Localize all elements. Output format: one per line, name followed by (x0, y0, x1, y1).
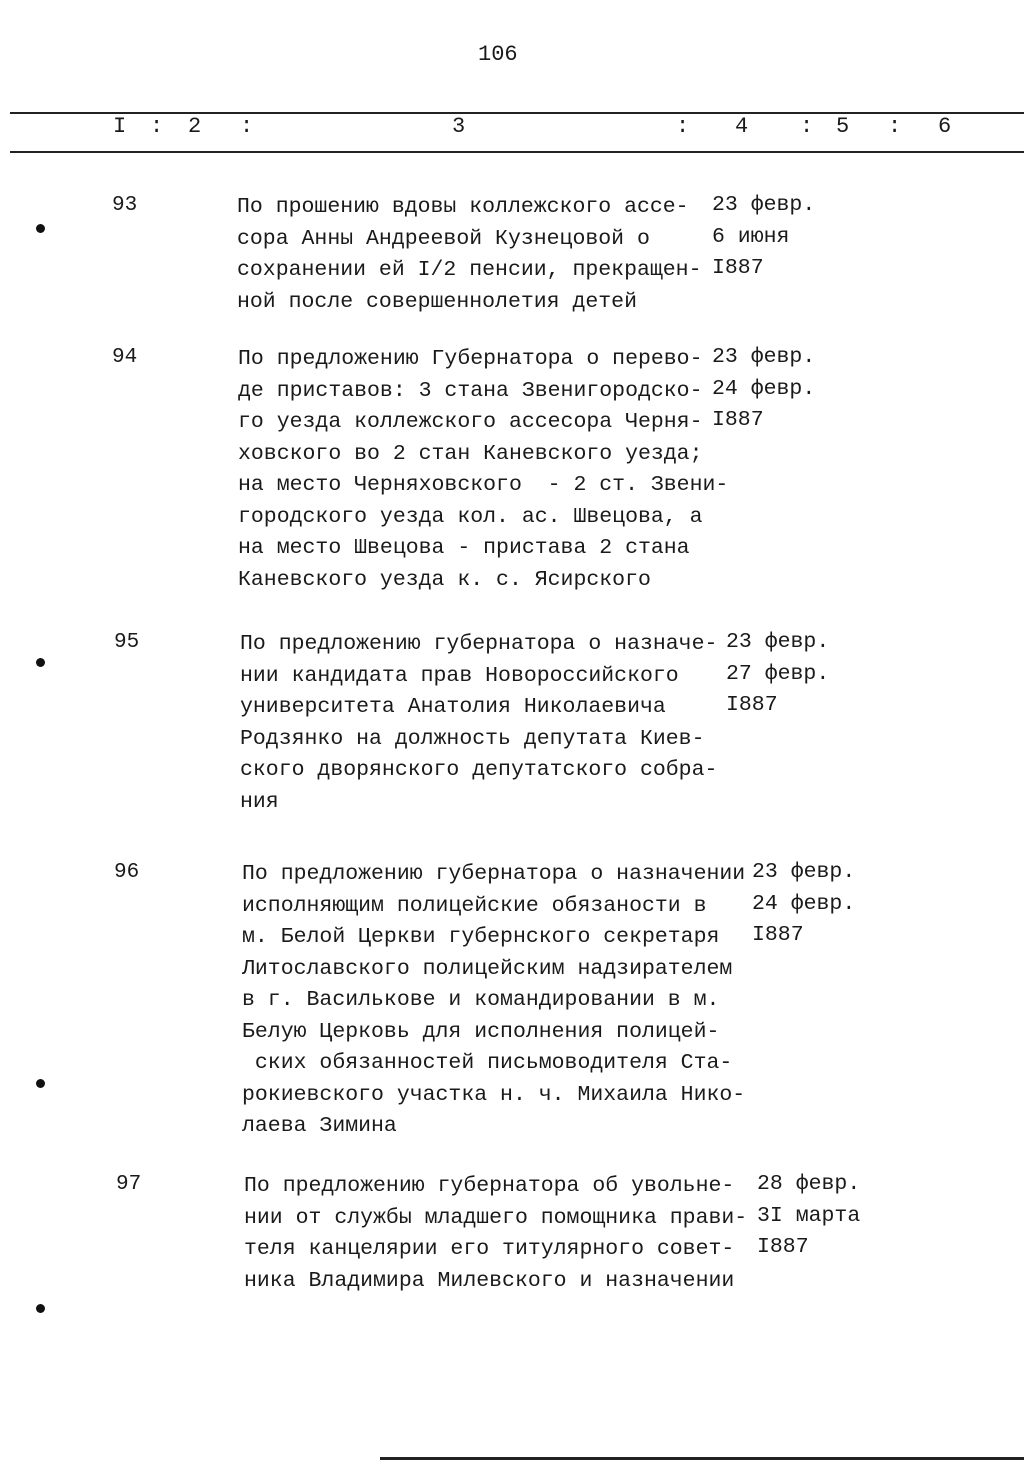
entry-text-line: го уезда коллежского ассесора Черня- (238, 410, 703, 434)
entry-text-line: По предложению Губернатора о перево- (238, 347, 703, 371)
entry-text-line: ния (240, 789, 279, 814)
entry-date: 24 февр. (712, 376, 816, 401)
column-separator: : (150, 114, 164, 139)
column-header: 3 (452, 114, 466, 139)
entry-date: 23 февр. (712, 193, 816, 217)
entry-text-line: лаева Зимина (242, 1114, 397, 1138)
column-separator: : (800, 114, 814, 139)
entry-date: 23 февр. (752, 860, 856, 884)
entry-text-line: теля канцелярии его титулярного совет- (244, 1237, 735, 1261)
entry-text-line: Родзянко на должность депутата Киев- (240, 726, 705, 751)
entry-date: 27 февр. (726, 661, 830, 686)
entry-text-line: городского уезда кол. ас. Швецова, а (238, 504, 703, 529)
entry-text-line: ника Владимира Милевского и назначении (244, 1268, 735, 1293)
entry-text-line: По предложению губернатора о назначении (242, 862, 746, 886)
entry-text-line: ховского во 2 стан Каневского уезда; (238, 441, 703, 466)
column-separator: : (240, 114, 254, 139)
entry-date: I887 (712, 256, 764, 280)
entry-number: 94 (112, 346, 138, 369)
entry-number: 97 (116, 1173, 142, 1196)
entry-date: I887 (757, 1235, 809, 1259)
entry-text-line: исполняющим полицейские обязаности в (242, 893, 707, 918)
entry-number: 95 (114, 631, 140, 654)
entry-text-line: Литославского полицейским надзирателем (242, 956, 733, 981)
entry-date: 23 февр. (726, 630, 830, 654)
entry-text-line: ского дворянского депутатского собра- (240, 758, 718, 782)
entry-text-line: в г. Василькове и командировании в м. (242, 988, 720, 1012)
entry-text-line: ских обязанностей письмоводителя Ста- (242, 1051, 733, 1075)
entry-text-line: рокиевского участка н. ч. Михаила Нико- (242, 1082, 746, 1107)
column-header: I (113, 114, 127, 139)
entry-number: 96 (114, 861, 140, 884)
entry-text-line: По предложению губернатора об увольне- (244, 1174, 735, 1198)
punch-hole-mark (36, 1079, 45, 1088)
column-header: 4 (735, 114, 749, 139)
column-header: 6 (938, 114, 952, 139)
column-header: 2 (188, 114, 202, 139)
entry-date: I887 (752, 923, 804, 947)
entry-text-line: ной после совершеннолетия детей (237, 289, 637, 314)
entry-text-line: на место Черняховского - 2 ст. Звени- (238, 473, 729, 497)
entry-text-line: Каневского уезда к. с. Ясирского (238, 567, 651, 592)
entry-text-line: университета Анатолия Николаевича (240, 695, 666, 719)
entry-date: 23 февр. (712, 345, 816, 369)
entry-text-line: Белую Церковь для исполнения полицей- (242, 1019, 720, 1044)
punch-hole-mark (36, 658, 45, 667)
entry-text-line: на место Швецова - пристава 2 стана (238, 536, 690, 560)
entry-date: 6 июня (712, 224, 790, 249)
entry-date: I887 (726, 693, 778, 717)
entry-text-line: де приставов: 3 стана Звенигородско- (238, 378, 703, 403)
entry-date: 28 февр. (757, 1172, 861, 1196)
entry-number: 93 (112, 194, 138, 217)
entry-text-line: сохранении ей I/2 пенсии, прекращен- (237, 258, 702, 282)
column-separator: : (676, 114, 690, 139)
header-bottom-rule (10, 151, 1024, 153)
entry-text-line: нии от службы младшего помощника прави- (244, 1205, 748, 1230)
punch-hole-mark (36, 224, 45, 233)
punch-hole-mark (36, 1304, 45, 1313)
entry-text-line: По предложению губернатора о назначе- (240, 632, 718, 656)
column-header: 5 (836, 114, 850, 139)
entry-text-line: По прошению вдовы коллежского ассе- (237, 195, 689, 219)
entry-date: I887 (712, 408, 764, 432)
entry-text-line: нии кандидата прав Новороссийского (240, 663, 679, 688)
bottom-rule (380, 1457, 1024, 1460)
entry-text-line: сора Анны Андреевой Кузнецовой о (237, 226, 650, 251)
column-separator: : (888, 114, 902, 139)
entry-text-line: м. Белой Церкви губернского секретаря (242, 925, 720, 949)
entry-date: 24 февр. (752, 891, 856, 916)
page-number: 106 (478, 42, 518, 67)
entry-date: 3I марта (757, 1203, 861, 1228)
